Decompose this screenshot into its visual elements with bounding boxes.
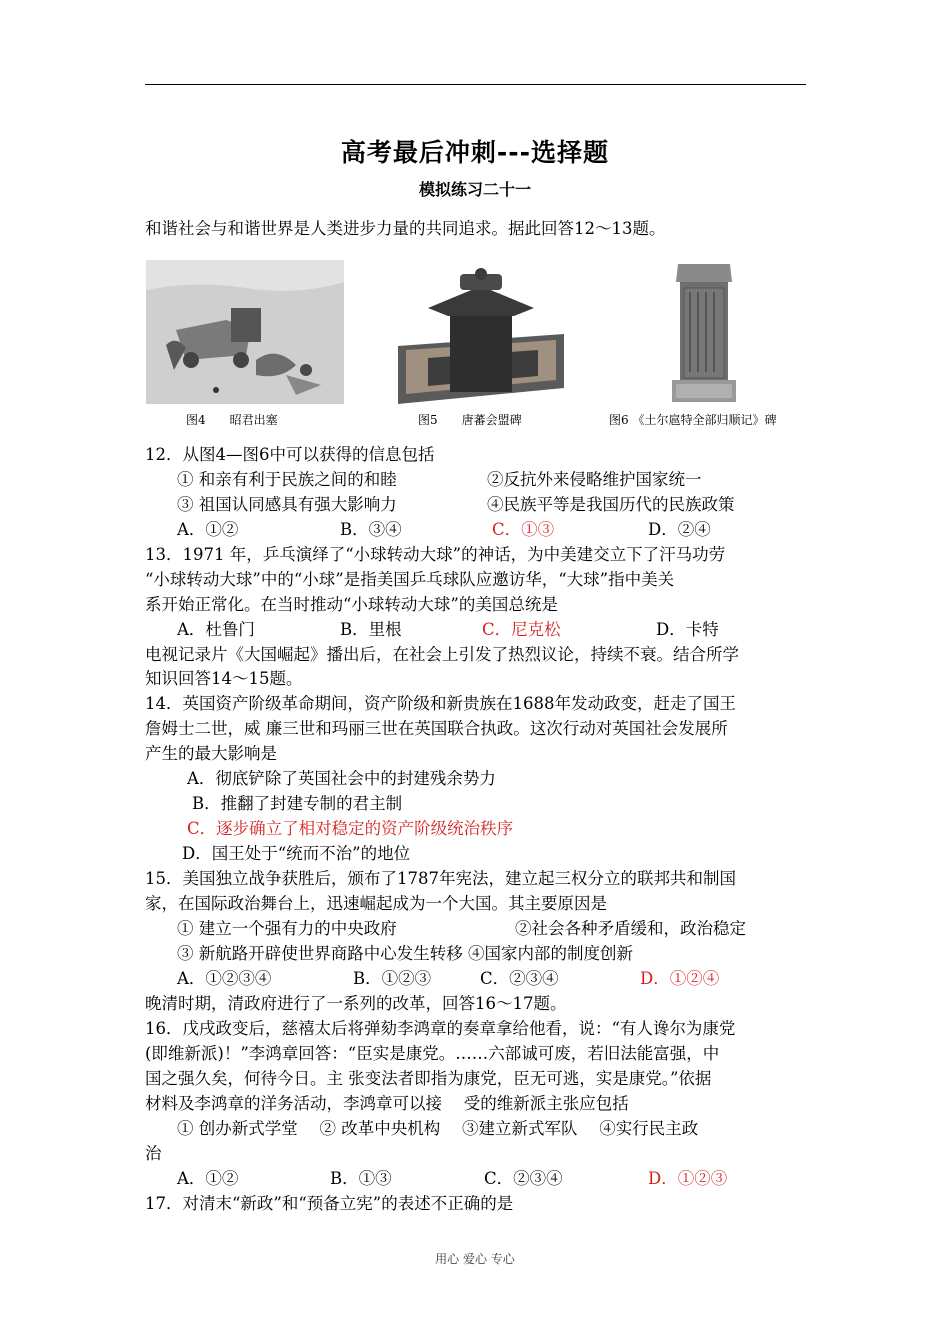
q14-stem-1: 14．英国资产阶级革命期间，资产阶级和新贵族在1688年发动政变，赶走了国王	[145, 694, 736, 713]
q12-option-c-answer: C．①③	[492, 520, 555, 539]
q13-stem-2: “小球转动大球”中的“小球”是指美国乒乓球队应邀访华，“大球”指中美关	[145, 570, 675, 589]
q16-stem-3: 国之强久矣，何待今日。主 张变法者即指为康党，臣无可逃，实是康党。”依据	[145, 1069, 712, 1088]
q16-statements-wrap: 治	[145, 1144, 162, 1163]
q12-statement-1: ① 和亲有利于民族之间的和睦	[177, 470, 397, 489]
page-subtitle: 模拟练习二十一	[418, 180, 531, 199]
q15-stem-1: 15．美国独立战争获胜后，颁布了1787年宪法，建立起三权分立的联邦共和制国	[145, 869, 736, 888]
q13-stem-1: 13．1971 年，乒乓演绎了“小球转动大球”的神话，为中美建交立下了汗马功劳	[145, 545, 726, 564]
q13-stem-3: 系开始正常化。在当时推动“小球转动大球”的美国总统是	[145, 595, 558, 614]
q17-stem: 17．对清末“新政”和“预备立宪”的表述不正确的是	[145, 1194, 514, 1213]
q13-option-b: B．里根	[340, 620, 402, 639]
intro-14-15-line-1: 电视记录片《大国崛起》播出后，在社会上引发了热烈议论，持续不衰。结合所学	[145, 645, 739, 664]
figure-6-caption: 图6 《土尔扈特全部归顺记》碑	[609, 413, 777, 427]
q15-statement-1: ① 建立一个强有力的中央政府	[177, 919, 397, 938]
q15-option-a: A．①②③④	[177, 969, 272, 988]
q16-option-d-answer: D．①②③	[648, 1169, 728, 1188]
q12-statement-2: ②反抗外来侵略维护国家统一	[487, 470, 702, 489]
q16-stem-2: (即维新派)！”李鸿章回答：“臣实是康党。……六部诚可废，若旧法能富强，中	[145, 1044, 720, 1063]
q14-stem-3: 产生的最大影响是	[145, 744, 277, 763]
q12-option-d: D．②④	[648, 520, 711, 539]
q16-option-c: C．②③④	[484, 1169, 563, 1188]
q14-stem-2: 詹姆士二世，威 廉三世和玛丽三世在英国联合执政。这次行动对英国社会发展所	[145, 719, 728, 738]
q13-option-d: D．卡特	[656, 620, 719, 639]
intro-14-15-line-2: 知识回答14～15题。	[145, 669, 303, 688]
q16-option-b: B．①③	[330, 1169, 392, 1188]
q14-option-a: A．彻底铲除了英国社会中的封建残余势力	[187, 769, 496, 788]
q14-option-c-answer: C．逐步确立了相对稳定的资产阶级统治秩序	[187, 819, 514, 838]
intro-12-13: 和谐社会与和谐世界是人类进步力量的共同追求。据此回答12～13题。	[145, 219, 666, 238]
q14-option-b: B．推翻了封建专制的君主制	[192, 794, 403, 813]
q16-stem-1: 16．戊戌政变后，慈禧太后将弹劾李鸿章的奏章拿给他看，说：“有人谗尔为康党	[145, 1019, 736, 1038]
q15-option-d-answer: D．①②④	[640, 969, 720, 988]
q16-statements: ① 创办新式学堂 ② 改革中央机构 ③建立新式军队 ④实行民主政	[177, 1119, 699, 1138]
q12-stem: 12．从图4—图6中可以获得的信息包括	[145, 445, 435, 464]
q15-option-b: B．①②③	[353, 969, 432, 988]
q15-statement-3-4: ③ 新航路开辟使世界商路中心发生转移 ④国家内部的制度创新	[177, 944, 633, 963]
page-title: 高考最后冲刺---选择题	[340, 138, 610, 167]
q15-stem-2: 家，在国际政治舞台上，迅速崛起成为一个大国。其主要原因是	[145, 894, 607, 913]
figure-5-caption: 图5 唐蕃会盟碑	[418, 413, 522, 427]
q12-statement-3: ③ 祖国认同感具有强大影响力	[177, 495, 397, 514]
q13-option-a: A．杜鲁门	[177, 620, 255, 639]
q13-option-c-answer: C．尼克松	[482, 620, 561, 639]
q15-statement-2: ②社会各种矛盾缓和，政治稳定	[515, 919, 746, 938]
figure-4-caption: 图4 昭君出塞	[186, 413, 278, 427]
stone-tablet-icon	[668, 260, 740, 404]
q16-option-a: A．①②	[177, 1169, 239, 1188]
q16-stem-4: 材料及李鸿章的洋务活动，李鸿章可以接 受的维新派主张应包括	[145, 1094, 629, 1113]
q15-option-c: C．②③④	[480, 969, 559, 988]
painting-icon	[146, 260, 344, 404]
header-rule	[145, 84, 806, 85]
q12-option-b: B．③④	[340, 520, 402, 539]
intro-16-17: 晚清时期，清政府进行了一系列的改革，回答16～17题。	[145, 994, 567, 1013]
q12-statement-4: ④民族平等是我国历代的民族政策	[487, 495, 735, 514]
q12-option-a: A．①②	[177, 520, 239, 539]
stele-pavilion-icon	[398, 268, 564, 404]
q14-option-d: D．国王处于“统而不治”的地位	[182, 844, 411, 863]
page-footer: 用心 爱心 专心	[435, 1252, 515, 1266]
